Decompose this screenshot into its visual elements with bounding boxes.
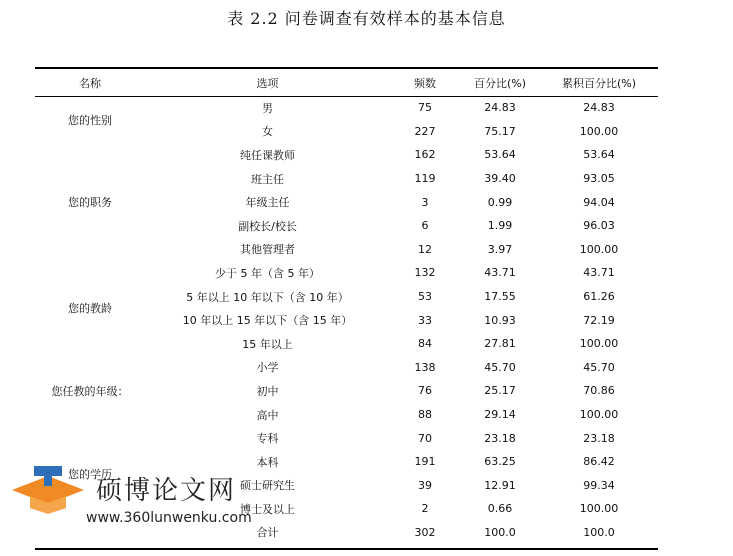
frequency-cell: 138	[414, 360, 436, 374]
table-row	[35, 96, 658, 120]
option-cell: 班主任	[251, 172, 284, 186]
percent-cell: 0.99	[487, 195, 513, 209]
total-frequency: 302	[414, 525, 436, 539]
option-cell: 小学	[256, 361, 279, 375]
percent-cell: 12.91	[484, 478, 516, 492]
cumulative-cell: 23.18	[583, 431, 615, 445]
col-header-name: 名称	[79, 76, 101, 90]
frequency-cell: 39	[418, 478, 432, 492]
percent-cell: 27.81	[484, 337, 516, 351]
table-row	[35, 143, 658, 167]
table-row	[35, 261, 658, 285]
col-header-percent: 百分比(%)	[473, 76, 527, 90]
frequency-cell: 132	[414, 266, 436, 280]
percent-cell: 0.66	[487, 502, 513, 516]
option-cell: 博士及以上	[240, 502, 295, 516]
cumulative-cell: 24.83	[583, 101, 615, 115]
cumulative-cell: 61.26	[583, 290, 615, 304]
option-cell: 男	[262, 101, 273, 115]
total-percent: 100.0	[484, 525, 516, 539]
option-cell: 年级主任	[245, 196, 290, 210]
option-cell: 15 年以上	[242, 337, 293, 351]
percent-cell: 43.71	[484, 266, 516, 280]
frequency-cell: 33	[418, 313, 432, 327]
option-cell: 高中	[256, 408, 279, 422]
option-cell: 女	[262, 125, 273, 139]
frequency-cell: 162	[414, 148, 436, 162]
cumulative-cell: 43.71	[583, 266, 615, 280]
table-row	[35, 426, 658, 450]
option-cell: 5 年以上 10 年以下（含 10 年）	[186, 290, 349, 304]
watermark-url: www.360lunwenku.com	[86, 510, 252, 526]
frequency-cell: 2	[421, 502, 429, 516]
option-cell: 副校长/校长	[238, 219, 297, 233]
option-cell: 专科	[256, 432, 279, 446]
cumulative-cell: 70.86	[583, 384, 615, 398]
frequency-cell: 119	[414, 172, 436, 186]
cumulative-cell: 94.04	[583, 195, 615, 209]
frequency-cell: 75	[418, 101, 432, 115]
frequency-cell: 84	[418, 337, 432, 351]
group-label: 您的性别	[68, 113, 112, 127]
frequency-cell: 70	[418, 431, 432, 445]
frequency-cell: 53	[418, 290, 432, 304]
percent-cell: 24.83	[484, 101, 516, 115]
group-label: 您的教龄	[68, 302, 112, 316]
cumulative-cell: 72.19	[583, 313, 615, 327]
bottom-rule	[35, 548, 658, 550]
header-row	[35, 69, 658, 96]
cumulative-cell: 100.00	[579, 242, 619, 256]
option-cell: 10 年以上 15 年以下（含 15 年）	[182, 314, 353, 328]
option-cell: 初中	[256, 384, 279, 398]
percent-cell: 63.25	[484, 455, 516, 469]
cumulative-cell: 86.42	[583, 455, 615, 469]
cumulative-cell: 100.00	[579, 337, 619, 351]
frequency-cell: 227	[414, 124, 436, 138]
col-header-frequency: 频数	[414, 76, 436, 90]
frequency-cell: 76	[418, 384, 432, 398]
cumulative-cell: 93.05	[583, 172, 615, 186]
percent-cell: 45.70	[484, 360, 516, 374]
col-header-option: 选项	[256, 76, 279, 90]
cumulative-cell: 99.34	[583, 478, 615, 492]
percent-cell: 1.99	[487, 219, 513, 233]
option-cell: 本科	[256, 455, 279, 469]
cumulative-cell: 45.70	[583, 360, 615, 374]
group-label: 您任教的年级：	[51, 384, 129, 398]
option-cell: 硕士研究生	[240, 479, 295, 493]
cumulative-cell: 100.00	[579, 502, 619, 516]
total-cumulative: 100.0	[583, 525, 615, 539]
total-label: 合计	[256, 526, 279, 540]
option-cell: 纯任课教师	[240, 148, 295, 162]
graduation-cap-icon	[12, 466, 84, 514]
percent-cell: 29.14	[484, 408, 516, 422]
percent-cell: 3.97	[487, 242, 513, 256]
percent-cell: 53.64	[484, 148, 516, 162]
percent-cell: 75.17	[484, 124, 516, 138]
table-caption: 表 2.2 问卷调查有效样本的基本信息	[227, 9, 506, 28]
frequency-cell: 88	[418, 408, 432, 422]
percent-cell: 25.17	[484, 384, 516, 398]
cumulative-cell: 53.64	[583, 148, 615, 162]
group-label: 您的职务	[68, 196, 112, 210]
percent-cell: 39.40	[484, 172, 516, 186]
frequency-cell: 3	[421, 195, 429, 209]
group-label: 您的学历	[68, 467, 112, 481]
cumulative-cell: 100.00	[579, 408, 619, 422]
frequency-cell: 191	[414, 455, 436, 469]
option-cell: 其他管理者	[240, 243, 295, 257]
percent-cell: 17.55	[484, 290, 516, 304]
option-cell: 少于 5 年（含 5 年）	[215, 266, 320, 280]
percent-cell: 10.93	[484, 313, 516, 327]
cumulative-cell: 96.03	[583, 219, 615, 233]
frequency-cell: 6	[421, 219, 429, 233]
watermark-title: 硕博论文网	[96, 476, 237, 506]
cumulative-cell: 100.00	[579, 124, 619, 138]
frequency-cell: 12	[418, 242, 432, 256]
table-row	[35, 356, 658, 380]
percent-cell: 23.18	[484, 431, 516, 445]
col-header-cumulative: 累积百分比(%)	[561, 76, 637, 90]
